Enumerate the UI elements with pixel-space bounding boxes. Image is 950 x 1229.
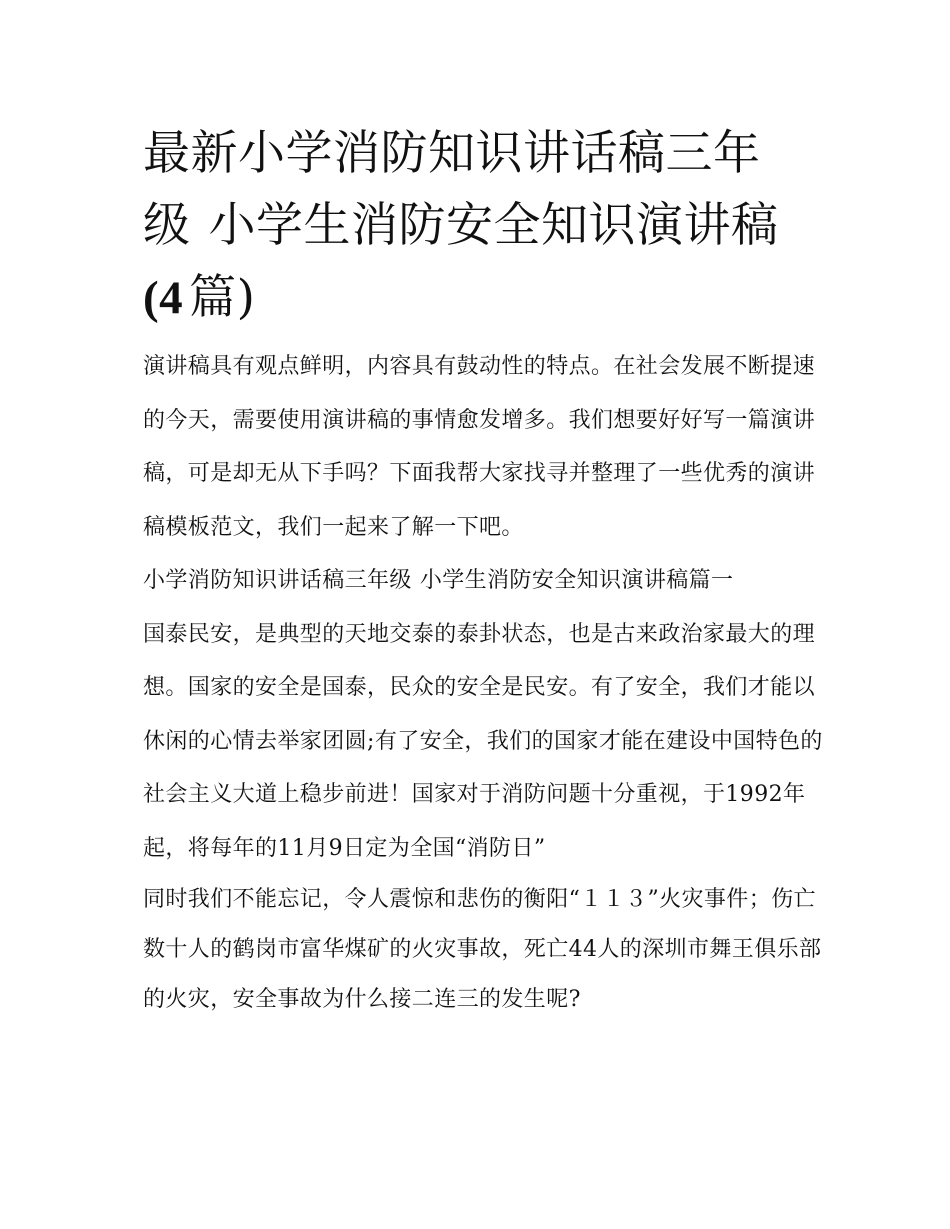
title-line-2: 小学生消防安全知识演讲稿 xyxy=(208,198,779,253)
section-heading-part-1: 小学消防知识讲话稿三年级 xyxy=(143,568,412,593)
paragraph-2: 同时我们不能忘记，令人震惊和悲伤的衡阳“１１３”火灾事件；伤亡数十人的鹤岗市富华煤矿的火灾事故，死亡44人的深圳市舞王俱乐部的火灾，安全事故为什么接二连三的发生呢? xyxy=(143,887,822,1012)
document-title xyxy=(143,118,823,334)
section-heading-part-2: 小学生消防安全知识演讲稿篇一 xyxy=(419,568,734,593)
title-count-open: (4 xyxy=(143,272,184,324)
title-count-rest: 篇) xyxy=(189,270,256,325)
document-body xyxy=(143,340,823,1025)
document-page xyxy=(143,118,823,1025)
title-line-1: 最新小学消防知识讲话稿三年 xyxy=(143,126,761,181)
paragraph-1: 国泰民安，是典型的天地交泰的泰卦状态，也是古来政治家最大的理想。国家的安全是国泰，民众的安全是民安。有了安全，我们才能以休闲的心情去举家团圆;有了安全，我们的国家才能在建设中国特色的社会主义大道上稳步前进！国家对于消防问题十分重视，于1992年起，将每年的11月9日定为全国“消防日” xyxy=(143,621,823,861)
intro-paragraph: 演讲稿具有观点鲜明，内容具有鼓动性的特点。在社会发展不断提速的今天，需要使用演讲稿的事情愈发增多。我们想要好好写一篇演讲稿，可是却无从下手吗？下面我帮大家找寻并整理了一些优秀的演讲稿模板范文，我们一起来了解一下吧。 xyxy=(143,354,816,540)
section-heading xyxy=(143,554,823,608)
title-line-2-prefix: 级 xyxy=(143,198,191,253)
